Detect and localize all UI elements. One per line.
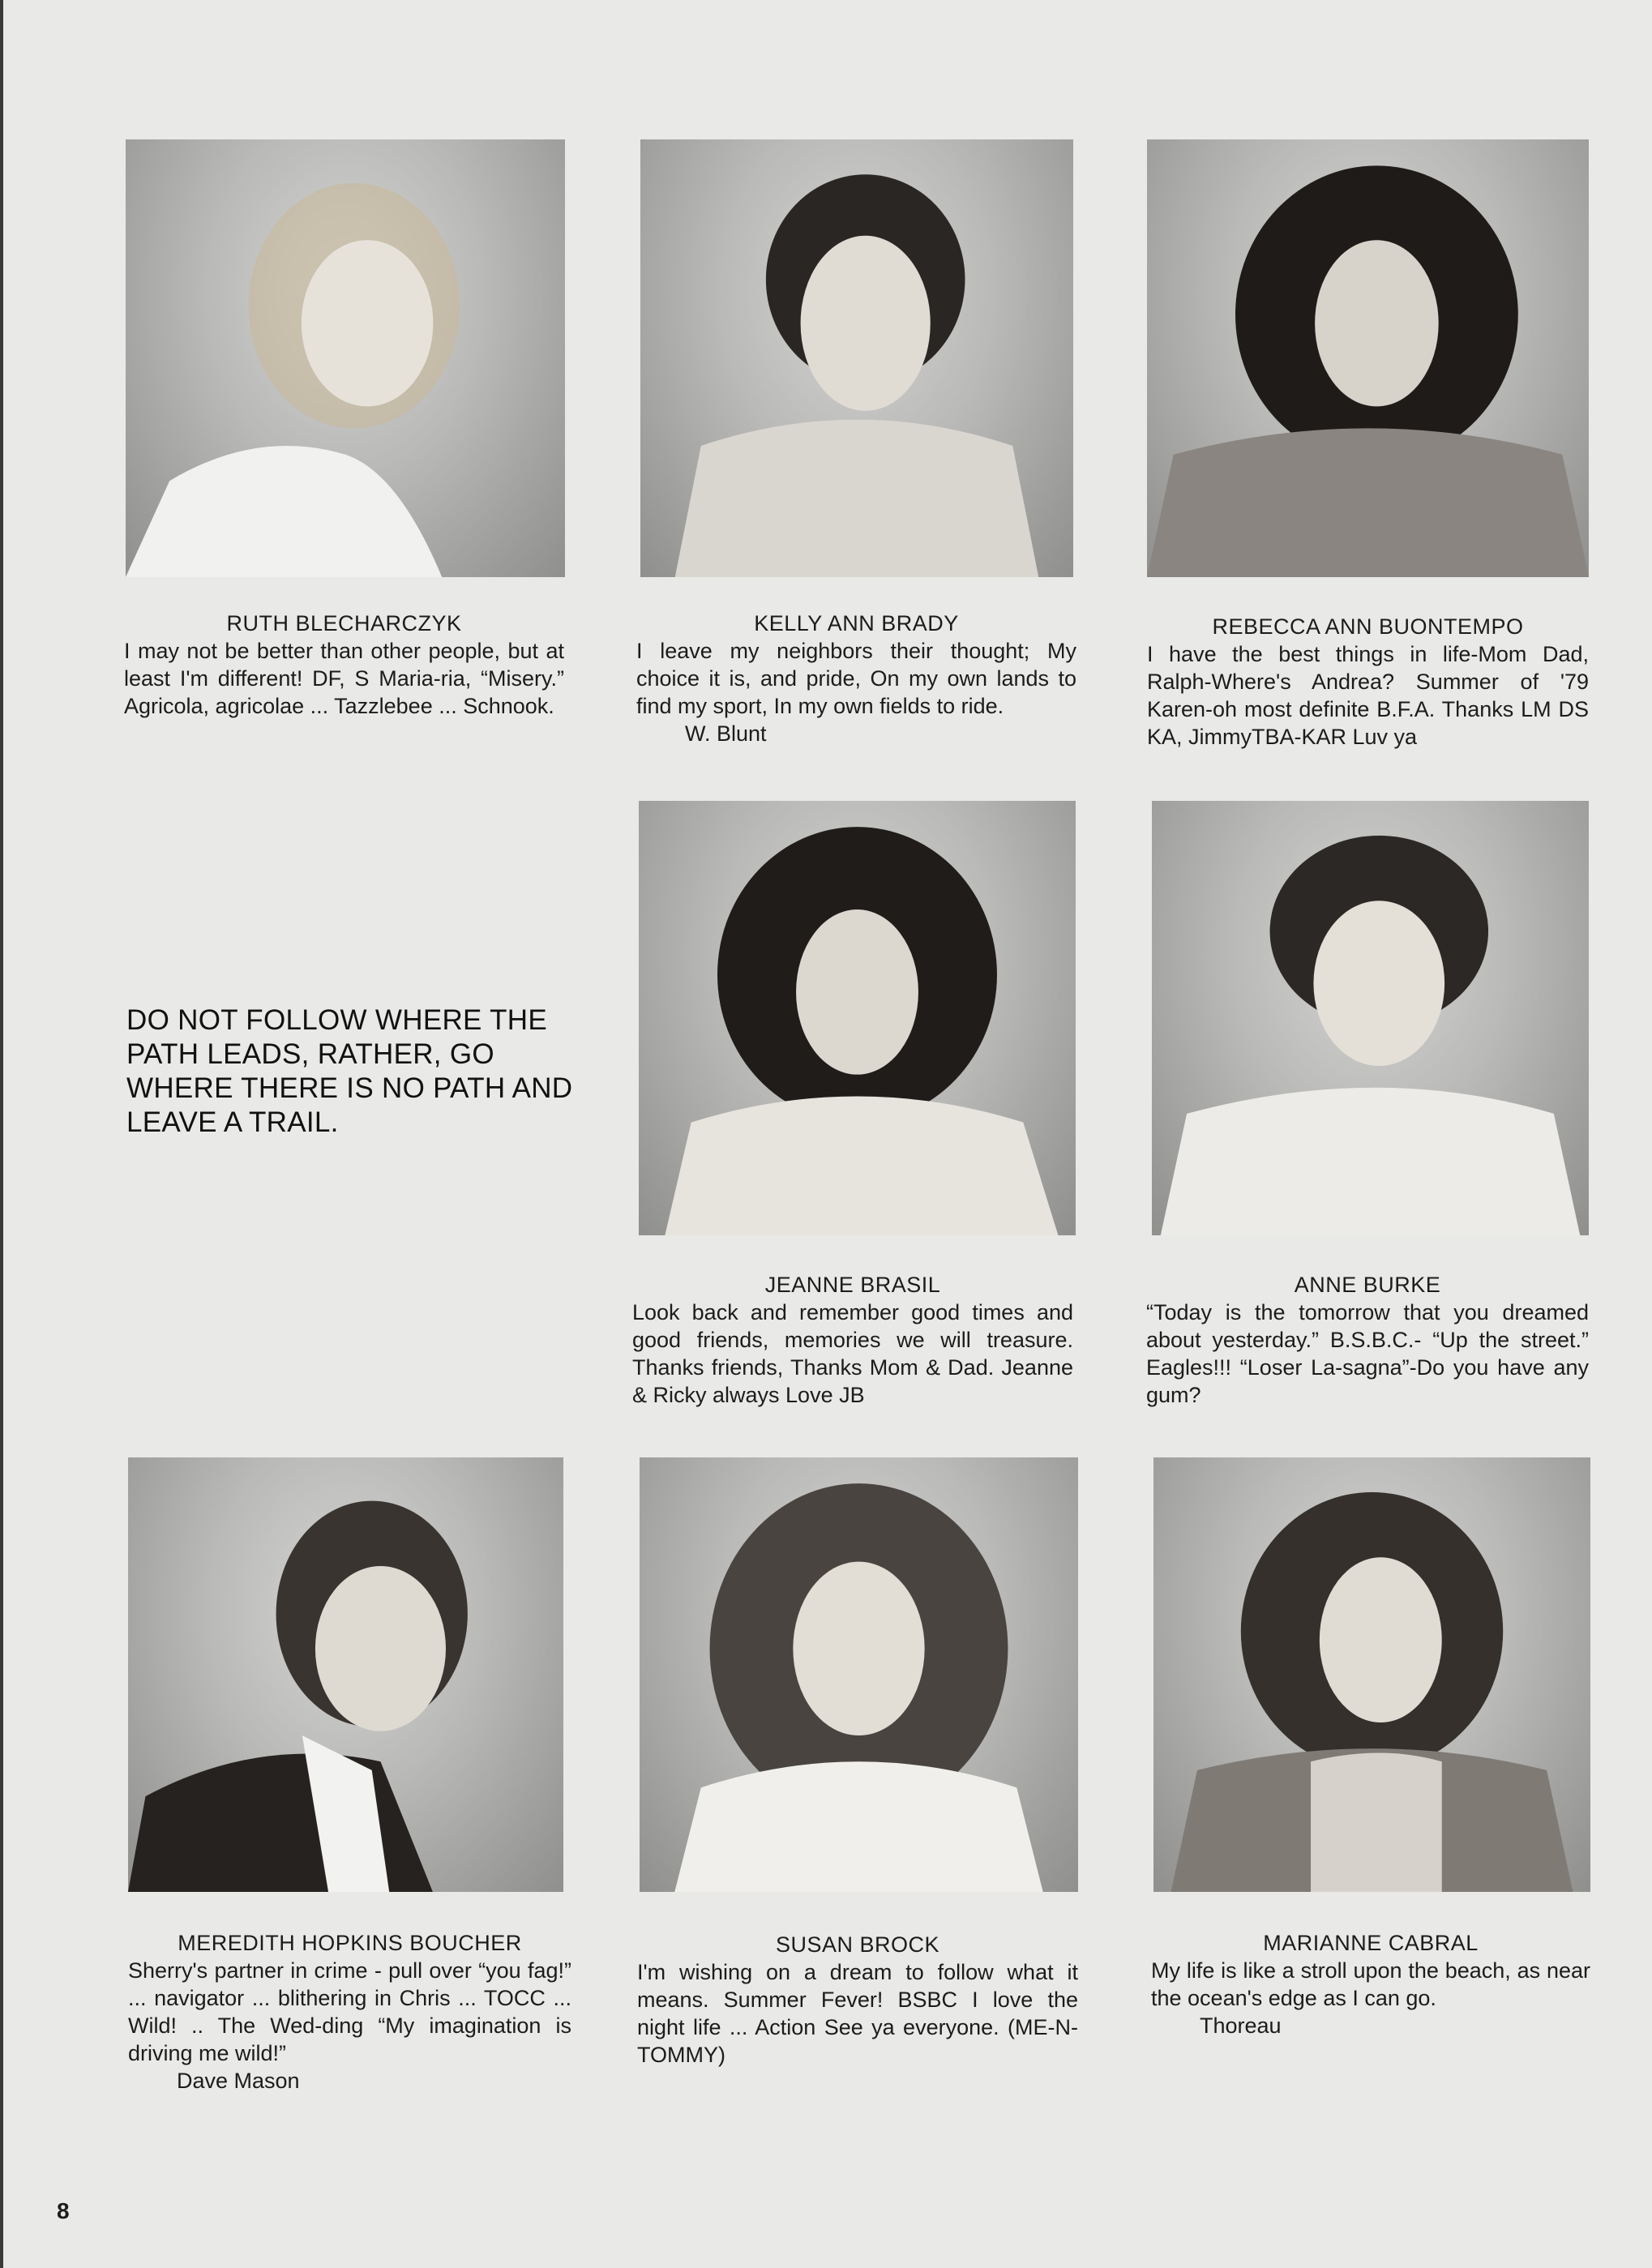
student-portrait-photo — [1153, 1457, 1590, 1892]
student-bio: Sherry's partner in crime - pull over “you fag!” ... navigator ... blithering in Chris ... TOCC ... Wild! .. The Wed-ding “My imagination is driving me wild!” — [128, 1958, 571, 2065]
student-entry — [636, 610, 1076, 747]
student-portrait-photo — [640, 139, 1073, 577]
quote-attribution: Dave Mason — [177, 2069, 300, 2093]
student-name: MARIANNE CABRAL — [1263, 1931, 1479, 1955]
page-number: 8 — [57, 2198, 70, 2223]
student-bio: I may not be better than other people, but at least I'm different! DF, S Maria-ria, “Misery.” Agricola, agricolae ... Tazzlebee ... Schnook. — [124, 639, 564, 718]
student-bio: I'm wishing on a dream to follow what it means. Summer Fever! BSBC I love the night life ... Action See ya everyone. (ME-N-TOMMY) — [637, 1960, 1078, 2067]
student-bio: I leave my neighbors their thought; My choice it is, and pride, On my own lands to find my sport, In my own fields to ride. — [636, 639, 1076, 718]
student-portrait-photo — [128, 1457, 563, 1892]
motto-quote: DO NOT FOLLOW WHERE THE PATH LEADS, RATHER, GO WHERE THERE IS NO PATH AND LEAVE A TRAIL. — [126, 1004, 573, 1138]
student-entry — [1147, 613, 1589, 751]
student-name: MEREDITH HOPKINS BOUCHER — [178, 1931, 522, 1955]
student-entry — [128, 1929, 571, 2095]
student-entry — [1151, 1929, 1590, 2039]
student-name: KELLY ANN BRADY — [754, 611, 959, 635]
student-entry — [632, 1271, 1073, 1409]
student-name: JEANNE BRASIL — [764, 1273, 941, 1297]
student-name: SUSAN BROCK — [775, 1932, 940, 1957]
student-portrait-photo — [640, 1457, 1078, 1892]
student-entry — [1146, 1271, 1589, 1409]
student-name: ANNE BURKE — [1294, 1273, 1441, 1297]
student-portrait-photo — [1152, 801, 1589, 1235]
page-binding-edge — [0, 0, 3, 2268]
student-portrait-photo — [639, 801, 1076, 1235]
student-bio: “Today is the tomorrow that you dreamed about yesterday.” B.S.B.C.- “Up the street.” Eagles!!! “Loser La-sagna”-Do you have any gum? — [1146, 1300, 1589, 1407]
student-entry — [124, 610, 564, 720]
student-bio: I have the best things in life-Mom Dad, Ralph-Where's Andrea? Summer of '79 Karen-oh most definite B.F.A. Thanks LM DS KA, JimmyTBA-KAR Luv ya — [1147, 642, 1589, 749]
quote-attribution: Thoreau — [1200, 2013, 1282, 2038]
student-bio: My life is like a stroll upon the beach, as near the ocean's edge as I can go. — [1151, 1958, 1590, 2010]
student-portrait-photo — [1147, 139, 1589, 577]
student-name: REBECCA ANN BUONTEMPO — [1212, 614, 1524, 639]
student-entry — [637, 1931, 1078, 2069]
student-name: RUTH BLECHARCZYK — [226, 611, 462, 635]
student-bio: Look back and remember good times and good friends, memories we will treasure. Thanks friends, Thanks Mom & Dad. Jeanne & Ricky always Love JB — [632, 1300, 1073, 1407]
student-portrait-photo — [126, 139, 565, 577]
quote-attribution: W. Blunt — [685, 721, 767, 746]
